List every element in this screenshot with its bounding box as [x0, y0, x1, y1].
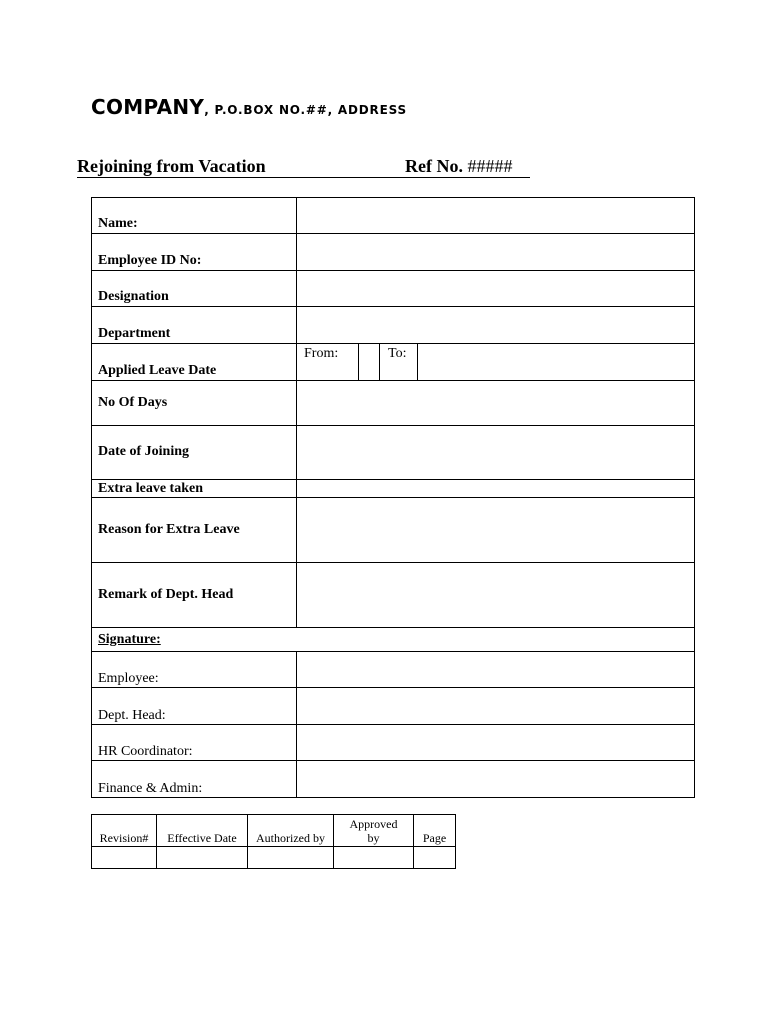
approved-by-cell[interactable]	[334, 847, 414, 869]
form-row-signature	[92, 628, 695, 652]
revision-data-row	[92, 847, 456, 869]
form-row-finance-signature	[92, 761, 695, 798]
approved-by-header: Approved by	[334, 815, 414, 847]
form-row-date-of-joining	[92, 426, 695, 480]
employee-id-field[interactable]	[297, 234, 695, 271]
form-row-applied-leave	[92, 344, 695, 381]
date-of-joining-field[interactable]	[297, 426, 695, 480]
revision-header: Revision#	[92, 815, 157, 847]
finance-signature-label: Finance & Admin:	[92, 761, 297, 798]
hr-signature-label: HR Coordinator:	[92, 725, 297, 761]
no-of-days-label: No Of Days	[92, 381, 297, 426]
form-title: Rejoining from Vacation	[77, 156, 266, 176]
name-field[interactable]	[297, 198, 695, 234]
form-row-dept-head-signature	[92, 688, 695, 725]
department-label: Department	[92, 307, 297, 344]
effective-date-header: Effective Date	[157, 815, 248, 847]
divider	[417, 344, 418, 380]
form-row-reason	[92, 498, 695, 563]
applied-leave-label: Applied Leave Date	[92, 344, 297, 381]
to-label: To:	[388, 346, 407, 361]
form-row-designation	[92, 271, 695, 307]
divider	[358, 344, 359, 380]
divider	[379, 344, 380, 380]
form-row-employee-signature	[92, 652, 695, 688]
reason-label: Reason for Extra Leave	[92, 498, 297, 563]
leave-date-box	[297, 344, 694, 380]
dept-head-signature-label: Dept. Head:	[92, 688, 297, 725]
page-cell[interactable]	[414, 847, 456, 869]
employee-id-label: Employee ID No:	[92, 234, 297, 271]
hr-signature-field[interactable]	[297, 725, 695, 761]
form-row-no-of-days	[92, 381, 695, 426]
employee-signature-label: Employee:	[92, 652, 297, 688]
revision-cell[interactable]	[92, 847, 157, 869]
designation-field[interactable]	[297, 271, 695, 307]
rejoining-form-table	[91, 197, 695, 798]
extra-leave-label: Extra leave taken	[92, 480, 297, 498]
company-header	[91, 95, 407, 119]
authorized-by-cell[interactable]	[248, 847, 334, 869]
company-name: COMPANY	[91, 95, 205, 119]
finance-signature-field[interactable]	[297, 761, 695, 798]
authorized-by-header: Authorized by	[248, 815, 334, 847]
form-row-name	[92, 198, 695, 234]
designation-label: Designation	[92, 271, 297, 307]
form-row-hr-signature	[92, 725, 695, 761]
page-header: Page	[414, 815, 456, 847]
effective-date-cell[interactable]	[157, 847, 248, 869]
revision-table	[91, 814, 456, 869]
employee-signature-field[interactable]	[297, 652, 695, 688]
revision-header-row	[92, 815, 456, 847]
date-of-joining-label: Date of Joining	[92, 426, 297, 480]
dept-head-signature-field[interactable]	[297, 688, 695, 725]
form-row-employee-id	[92, 234, 695, 271]
remark-field[interactable]	[297, 563, 695, 628]
form-title-row	[77, 156, 530, 178]
reason-field[interactable]	[297, 498, 695, 563]
form-row-department	[92, 307, 695, 344]
company-address: , P.O.BOX NO.##, ADDRESS	[204, 103, 407, 117]
form-row-remark	[92, 563, 695, 628]
signature-heading: Signature:	[92, 628, 695, 652]
remark-label: Remark of Dept. Head	[92, 563, 297, 628]
applied-leave-field	[297, 344, 695, 381]
department-field[interactable]	[297, 307, 695, 344]
extra-leave-field[interactable]	[297, 480, 695, 498]
ref-label: Ref No.	[405, 156, 463, 176]
ref-number	[405, 156, 512, 177]
form-row-extra-leave	[92, 480, 695, 498]
ref-value: #####	[467, 156, 513, 176]
no-of-days-field[interactable]	[297, 381, 695, 426]
name-label: Name:	[92, 198, 297, 234]
from-label: From:	[304, 346, 339, 361]
